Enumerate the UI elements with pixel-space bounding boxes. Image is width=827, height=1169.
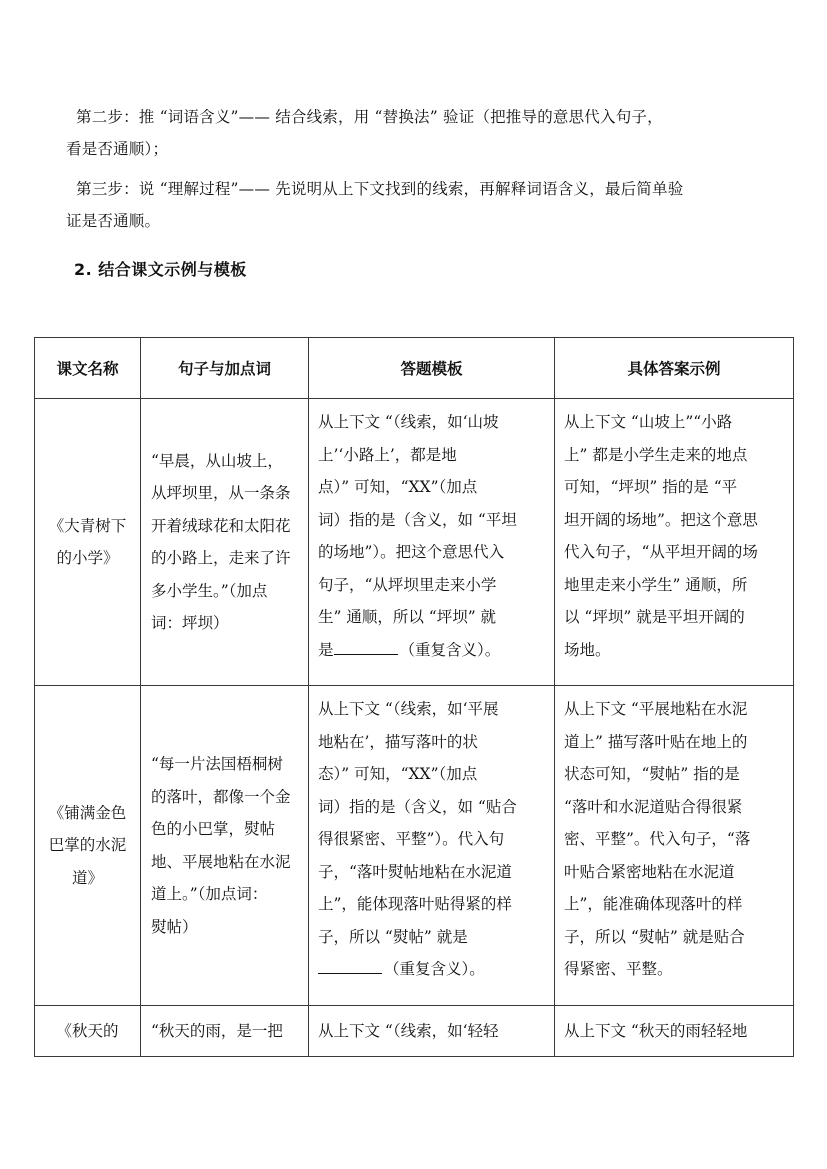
answer-line: 叶贴合紧密地粘在水泥道 [564, 862, 735, 881]
template-line: 词）指的是（含义，如 “平坦 [318, 510, 517, 529]
sentence-line: 开着绒球花和太阳花 [151, 516, 291, 535]
answer-line: 从上下文 “山坡上”“小路 [564, 413, 733, 431]
sentence-line: 道上。”（加点词： [151, 885, 268, 903]
section-heading: 2. 结合课文示例与模板 [74, 260, 247, 279]
template-line: 子，所以 “熨帖” 就是 [318, 927, 468, 946]
template-prefix: 是 [318, 640, 334, 659]
answer-cell [555, 399, 794, 686]
answer-cell [555, 686, 794, 1006]
lesson-name-line: 的小学》 [56, 549, 119, 567]
answer-line: 上”，能准确体现落叶的样 [564, 895, 743, 913]
sentence-line: “早晨，从山坡上， [151, 451, 283, 470]
sentence-line: 的落叶，都像一个金 [151, 787, 291, 806]
template-cell [309, 686, 555, 1006]
template-line: 的场地”）。把这个意思代入 [318, 543, 505, 561]
template-line: 点）” 可知，“XX”（加点 [318, 478, 478, 496]
header-sentence: 句子与加点词 [141, 338, 309, 399]
answer-line: 地里走来小学生” 通顺，所 [564, 575, 748, 594]
answer-line: 道上” 描写落叶贴在地上的 [564, 732, 748, 751]
answer-line: 密、平整”。代入句子，“落 [564, 830, 751, 848]
sentence-cell [141, 686, 309, 1006]
sentence-cell [141, 399, 309, 686]
answer-line: 上” 都是小学生走来的地点 [564, 445, 748, 464]
answer-line: 代入句子，“从平坦开阔的场 [564, 543, 758, 561]
template-line: 句子，“从坪坝里走来小学 [318, 575, 497, 594]
table-row [35, 686, 794, 1006]
fill-in-blank [334, 640, 398, 655]
lesson-name-line: 巴掌的水泥 [48, 836, 127, 855]
step-two-line-2: 看是否通顺）； [66, 140, 169, 158]
answer-line: 可知，“坪坝” 指的是 “平 [564, 478, 738, 496]
answer-line: “落叶和水泥道贴合得很紧 [564, 797, 743, 816]
answer-line: 子，所以 “熨帖” 就是贴合 [564, 927, 745, 946]
answer-line: 以 “坪坝” 就是平坦开阔的 [564, 608, 745, 626]
answer-line: 场地。 [564, 640, 611, 659]
sentence-line: 熨帖） [151, 917, 198, 936]
step-three-line-1: 第三步：说 “理解过程”—— 先说明从上下文找到的线索，再解释词语含义，最后简单验 [76, 180, 684, 198]
step-three-paragraph [66, 173, 776, 237]
template-suffix: （重复含义）。 [399, 640, 501, 659]
template-line: 词）指的是（含义，如 “贴合 [318, 797, 517, 816]
lesson-name-cell [35, 399, 141, 686]
template-line: 从上下文 “（线索，如‘平展 [318, 700, 499, 718]
table-header-row [35, 338, 794, 399]
sentence-cell [141, 1006, 309, 1057]
template-line [318, 634, 554, 667]
step-two-paragraph [66, 101, 776, 165]
template-line: 子，“落叶熨帖地粘在水泥道 [318, 862, 512, 881]
sentence-line: 从坪坝里，从一条条 [151, 484, 291, 502]
step-three-line-2: 证是否通顺。 [66, 212, 161, 230]
template-cell [309, 399, 555, 686]
sentence-line: 色的小巴掌，熨帖 [151, 820, 276, 838]
sentence-line: “每一片法国梧桐树 [151, 755, 283, 773]
answer-line: 坦开阔的场地”。把这个意思 [564, 510, 758, 529]
answer-line: 从上下文 “秋天的雨轻轻地 [564, 1021, 748, 1040]
sentence-line: 地、平展地粘在水泥 [151, 852, 291, 871]
answer-cell [555, 1006, 794, 1057]
header-template: 答题模板 [309, 338, 555, 399]
sentence-line: 多小学生。”（加点 [151, 581, 268, 600]
template-cell [309, 1006, 555, 1057]
lesson-name-line: 《铺满金色 [48, 803, 127, 822]
sentence-line: 的小路上，走来了许 [151, 549, 291, 567]
sentence-line: 词：坪坝） [151, 614, 229, 632]
template-line: 得很紧密、平整”）。代入句 [318, 830, 505, 848]
table-row [35, 399, 794, 686]
lesson-name-line: 《大青树下 [48, 516, 127, 535]
template-line: 地粘在’，描写落叶的状 [318, 732, 478, 751]
header-answer-example: 具体答案示例 [555, 338, 794, 399]
step-two-line-1: 第二步：推 “词语含义”—— 结合线索，用 “替换法” 验证（把推导的意思代入句子， [76, 108, 663, 126]
sentence-line: “秋天的雨，是一把 [151, 1021, 283, 1040]
template-line: 生” 通顺，所以 “坪坝” 就 [318, 608, 497, 626]
fill-in-blank [318, 959, 382, 974]
table-row [35, 1006, 794, 1057]
header-lesson-name: 课文名称 [35, 338, 141, 399]
answer-line: 状态可知，“熨帖” 指的是 [564, 765, 740, 783]
template-line: 上”，能体现落叶贴得紧的样 [318, 895, 512, 913]
lesson-name-cell [35, 1006, 141, 1057]
lesson-name-cell [35, 686, 141, 1006]
template-line [318, 953, 554, 986]
template-line: 态）” 可知，“XX”（加点 [318, 765, 478, 783]
template-line: 从上下文 “（线索，如‘山坡 [318, 413, 499, 431]
lesson-name-line: 《秋天的 [56, 1021, 119, 1040]
template-line: 从上下文 “（线索，如‘轻轻 [318, 1021, 499, 1040]
template-line: 上’‘小路上’，都是地 [318, 445, 457, 464]
answer-line: 从上下文 “平展地粘在水泥 [564, 700, 748, 718]
lesson-name-line: 道》 [71, 868, 103, 887]
template-suffix: （重复含义）。 [384, 960, 485, 978]
example-template-table [34, 337, 794, 1057]
answer-line: 得紧密、平整。 [564, 960, 673, 978]
